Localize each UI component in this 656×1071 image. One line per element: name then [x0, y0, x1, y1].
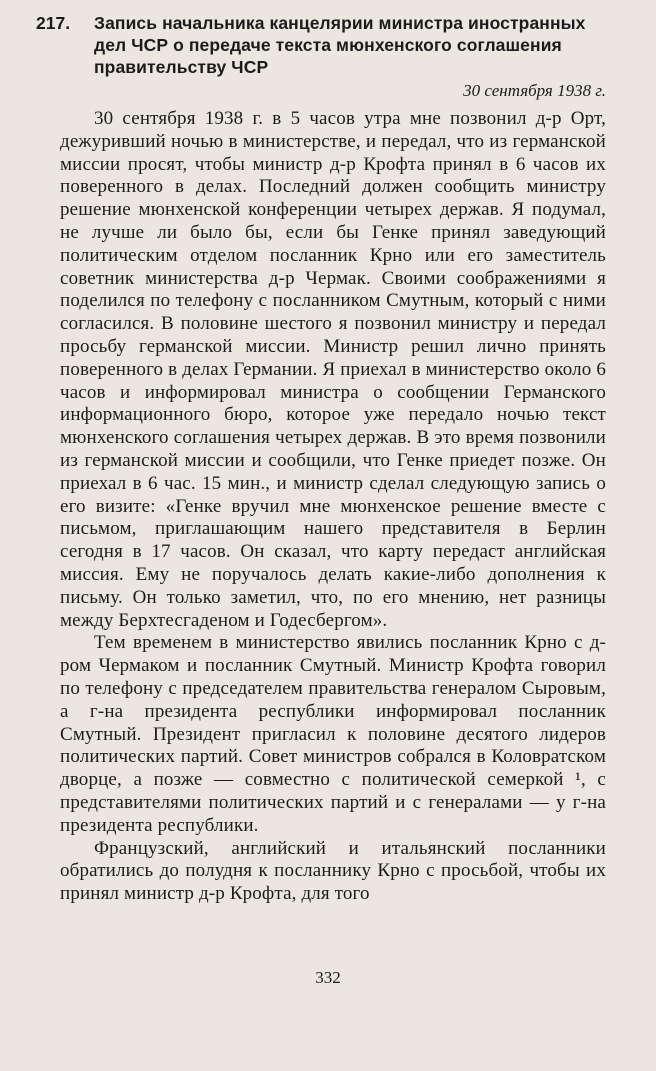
body-paragraph: 30 сентября 1938 г. в 5 часов утра мне позвонил д-р Орт, дежуривший ночью в министерстве, и передал, что из германской миссии просят, чтобы министр д-р Крофта принял в 6 часов их поверенного в делах. Последний должен сообщить министру решение мюнхенской конференции четырех держав. Я подумал, не лучше ли было бы, если бы Генке принял заведующий политическим отделом посланник Крно или его заместитель советник министерства д-р Чермак. Своими соображениями я поделился по телефону с посланником Смутным, который с ними согласился. В половине шестого я позвонил министру и передал просьбу германской миссии. Министр решил лично принять поверенного в делах Германии. Я приехал в министерство около 6 часов и информировал министра о сообщении Германского информационного бюро, которое уже передало ночью текст мюнхенского соглашения четырех держав. В это время позвонили из германской миссии и сообщили, что Генке приедет позже. Он приехал в 6 час. 15 мин., и министр сделал следующую запись о его визите: «Генке вручил мне мюнхенское решение вместе с письмом, приглашающим нашего представителя в Берлин сегодня в 17 часов. Он сказал, что карту передаст английская миссия. Ему не поручалось делать какие-либо дополнения к письму. Он только заметил, что, по его мнению, нет разницы между Берхтесгаденом и Годесбергом». [60, 108, 606, 631]
document-number: 217. [36, 13, 71, 33]
document-date: 30 сентября 1938 г. [463, 81, 606, 100]
document-body [60, 108, 606, 906]
page-number: 332 [315, 968, 341, 987]
document-title: Запись начальника канцелярии министра иностранных дел ЧСР о передаче текста мюнхенского соглашения правительству ЧСР [94, 13, 586, 77]
body-paragraph: Тем временем в министерство явились посланник Крно с д-ром Чермаком и посланник Смутный. Министр Крофта говорил по телефону с председателем правительства генералом Сыровым, а г-на президента республики информировал посланник Смутный. Президент пригласил к половине десятого лидеров политических партий. Совет министров собрался в Коловратском дворце, а позже — совместно с политической семеркой ¹, с представителями политических партий и с генералами — у г-на президента республики. [60, 632, 606, 836]
document-heading [36, 12, 606, 78]
body-paragraph: Французский, английский и итальянский посланники обратились до полудня к посланнику Крно с просьбой, чтобы их принял министр д-р Крофта, для того [60, 837, 606, 905]
